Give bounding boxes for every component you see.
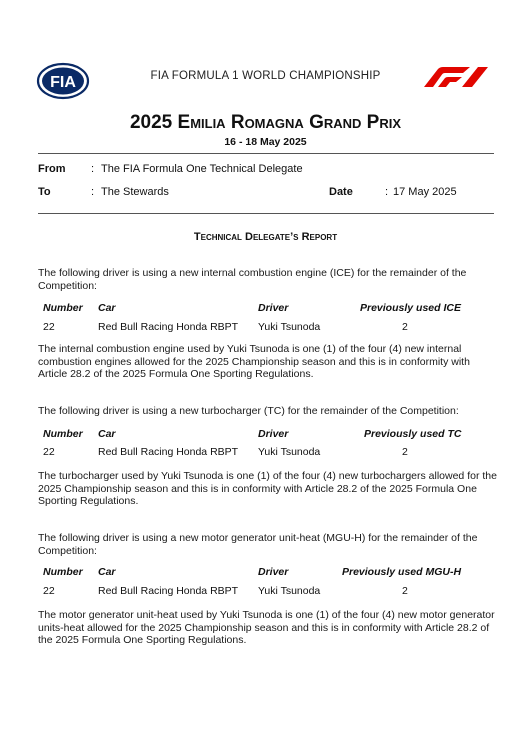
mguh-row-car: Red Bull Racing Honda RBPT [98,585,239,597]
ice-header-prev: Previously used ICE [360,302,461,314]
tc-header-driver: Driver [258,428,289,440]
ice-row-number: 22 [43,321,55,333]
ice-header-number: Number [43,302,83,314]
date-label: Date [329,186,353,198]
report-title: Technical Delegate’s Report [193,231,338,243]
date-value: 17 May 2025 [393,186,457,198]
to-label: To [38,186,51,198]
mguh-header-driver: Driver [258,566,289,578]
to-value: The Stewards [101,186,169,198]
to-colon: : [91,186,95,198]
date-colon: : [385,186,389,198]
from-colon: : [91,163,95,175]
from-value: The FIA Formula One Technical Delegate [101,163,303,175]
ice-header-car: Car [98,302,116,314]
mguh-intro: The following driver is using a new motor generator unit-heat (MGU-H) for the remainder of the Competition: [38,532,478,557]
tc-intro: The following driver is using a new turbocharger (TC) for the remainder of the Competition: [38,405,459,417]
mguh-header-car: Car [98,566,116,578]
from-label: From [38,163,66,175]
mguh-header-number: Number [43,566,83,578]
f1-logo [418,66,494,88]
ice-row-prev: 2 [402,321,408,333]
svg-text:FIA: FIA [50,74,76,91]
tc-note: The turbocharger used by Yuki Tsunoda is one (1) of the four (4) new turbochargers allowed for the 2025 Championship season and this is in conformity with Article 28.2 of the 2025 Formula One Sporting Regulations. [38,470,497,507]
ice-header-driver: Driver [258,302,289,314]
ice-note: The internal combustion engine used by Yuki Tsunoda is one (1) of the four (4) new internal combustion engines allowed for the 2025 Championship season and this is in conformity with Article 28.2 of the 2025 Formula One Sporting Regulations. [38,343,470,380]
memo-divider [38,213,494,214]
header-divider [38,153,494,154]
mguh-header-prev: Previously used MGU-H [342,566,462,578]
tc-row-car: Red Bull Racing Honda RBPT [98,446,239,458]
championship-title: FIA FORMULA 1 WORLD CHAMPIONSHIP [150,70,381,82]
tc-header-prev: Previously used TC [364,428,462,440]
tc-row-driver: Yuki Tsunoda [258,446,321,458]
mguh-row-driver: Yuki Tsunoda [258,585,321,597]
tc-row-number: 22 [43,446,55,458]
event-title: 2025 Emilia Romagna Grand Prix [129,112,402,133]
ice-row-driver: Yuki Tsunoda [258,321,321,333]
mguh-row-prev: 2 [402,585,408,597]
ice-row-car: Red Bull Racing Honda RBPT [98,321,239,333]
mguh-row-number: 22 [43,585,55,597]
mguh-note: The motor generator unit-heat used by Yuki Tsunoda is one (1) of the four (4) new motor generator units-heat allowed for the 2025 Championship season and this is in conformity with Article 28.2 of the 2025 Formula One Sporting Regulations. [38,609,495,646]
event-dates: 16 - 18 May 2025 [224,136,307,148]
tc-header-number: Number [43,428,83,440]
tc-row-prev: 2 [402,446,408,458]
tc-header-car: Car [98,428,116,440]
ice-intro: The following driver is using a new internal combustion engine (ICE) for the remainder of the Competition: [38,267,467,292]
